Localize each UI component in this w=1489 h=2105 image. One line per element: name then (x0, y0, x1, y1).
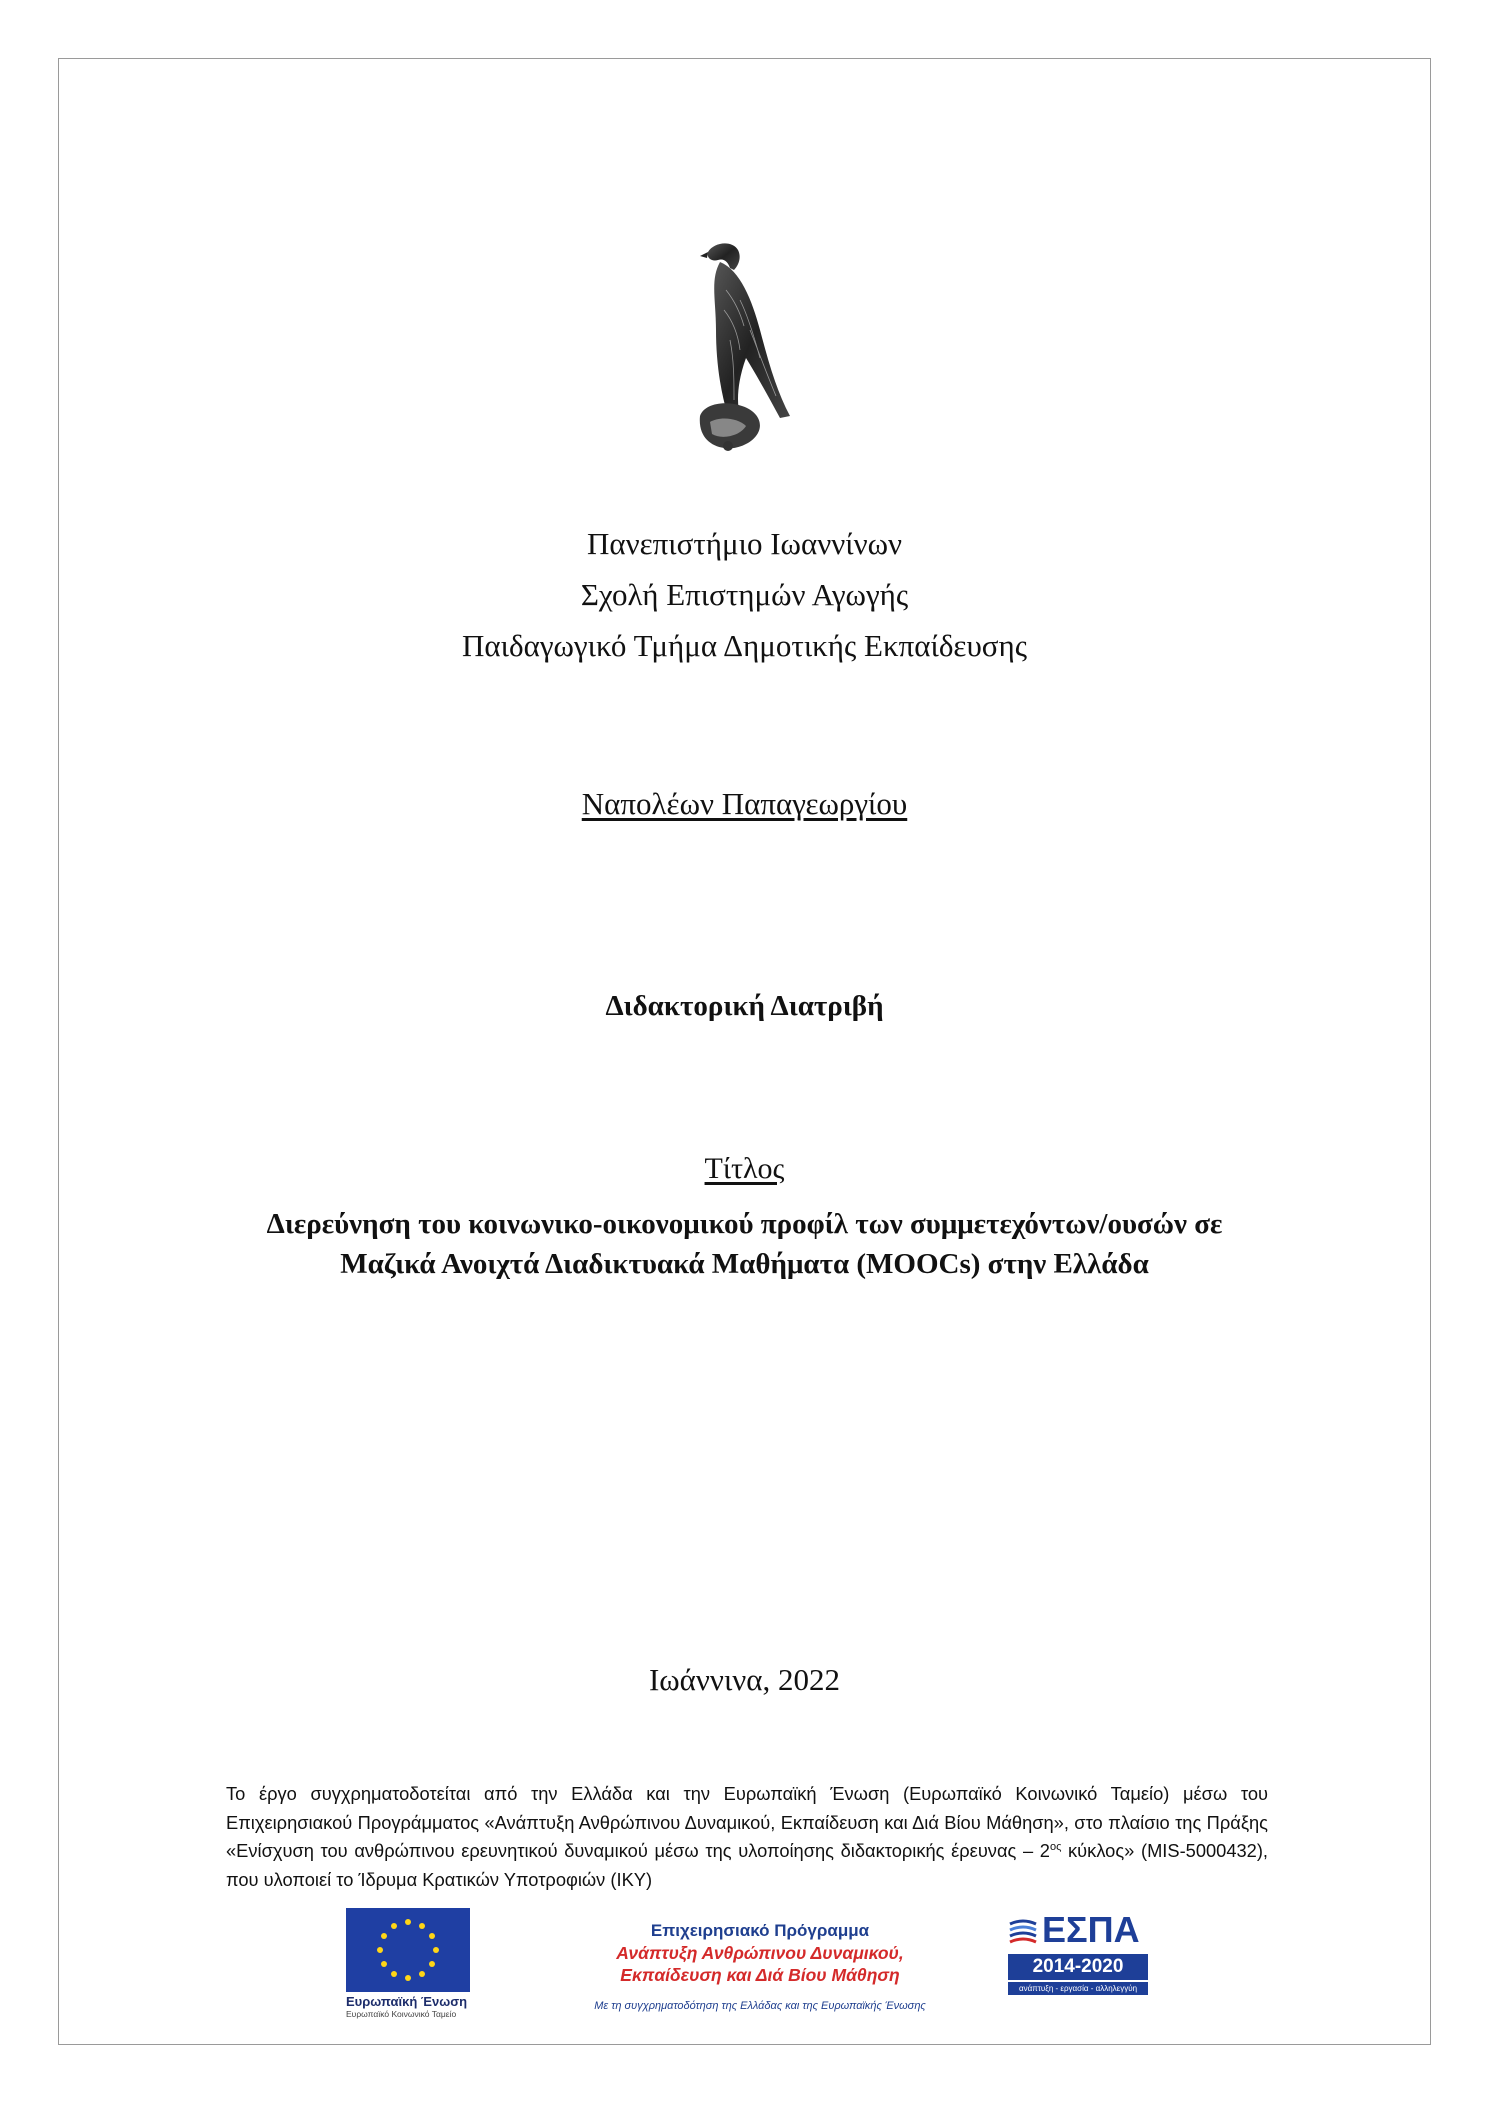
espa-slogan: ανάπτυξη - εργασία - αλληλεγγύη (1008, 1982, 1148, 1995)
funding-superscript: ος (1049, 1840, 1062, 1853)
operational-programme-logo (570, 1920, 950, 2012)
funding-text-end: κύκλος» (MIS-5000432), που υλοποιεί το Ίδρυμα Κρατικών Υποτροφιών (ΙΚΥ) (226, 1840, 1268, 1890)
thesis-title-line-2: Μαζικά Ανοιχτά Διαδικτυακά Μαθήματα (MOOCs) στην Ελλάδα (340, 1248, 1149, 1280)
espa-word: ΕΣΠΑ (1042, 1909, 1140, 1950)
thesis-title-line-1: Διερεύνηση του κοινωνικο-οικονομικού προφίλ των συμμετεχόντων/ουσών σε (266, 1208, 1223, 1240)
eu-logo (346, 1908, 476, 2019)
eu-logo-label: Ευρωπαϊκή Ένωση (346, 1994, 468, 2009)
funding-text: Το έργο συγχρηματοδοτείται από την Ελλάδα και την Ευρωπαϊκή Ένωση (Ευρωπαϊκό Κοινωνικό Ταμείο) μέσω του Επιχειρησιακού Προγράμματος «Ανάπτυξη Ανθρώπινου Δυναμικού, Εκπαίδευση και Διά Βίου Μάθηση», στο πλαίσιο της Πράξης «Ενίσχυση του ανθρώπινου ερευνητικού δυναμικού μέσω της υλοποίησης διδακτορικής έρευνας – 2 (226, 1783, 1268, 1861)
eu-logo-sublabel: Ευρωπαϊκό Κοινωνικό Ταμείο (346, 2009, 457, 2019)
espa-wordmark (1008, 1909, 1148, 1950)
espa-logo (1008, 1909, 1148, 1995)
op-name-line-2: Εκπαίδευση και Διά Βίου Μάθηση (620, 1965, 900, 1985)
university-name: Πανεπιστήμιο Ιωαννίνων (586, 526, 903, 561)
op-cofunding-note: Με τη συγχρηματοδότηση της Ελλάδας και της Ευρωπαϊκής Ένωσης (594, 2000, 926, 2012)
school-name: Σχολή Επιστημών Αγωγής (580, 577, 909, 612)
department-name: Παιδαγωγικό Τμήμα Δημοτικής Εκπαίδευσης (462, 628, 1027, 663)
eu-flag-icon (346, 1908, 470, 1992)
sponsor-logos (0, 1908, 1489, 2018)
title-label: Τίτλος (704, 1152, 785, 1185)
document-type: Διδακτορική Διατριβή (605, 990, 884, 1022)
espa-years: 2014-2020 (1008, 1954, 1148, 1980)
funding-statement (226, 1780, 1268, 1894)
thesis-title (0, 1204, 1489, 1284)
greek-flag-wave-icon (1008, 1916, 1038, 1952)
university-emblem-icon (680, 240, 810, 460)
op-name-line-1: Ανάπτυξη Ανθρώπινου Δυναμικού, (616, 1943, 904, 1963)
author-name: Ναπολέων Παπαγεωργίου (581, 786, 908, 821)
institution-block (0, 518, 1489, 671)
op-title: Επιχειρησιακό Πρόγραμμα (650, 1921, 870, 1940)
place-and-date: Ιωάννινα, 2022 (648, 1662, 841, 1697)
